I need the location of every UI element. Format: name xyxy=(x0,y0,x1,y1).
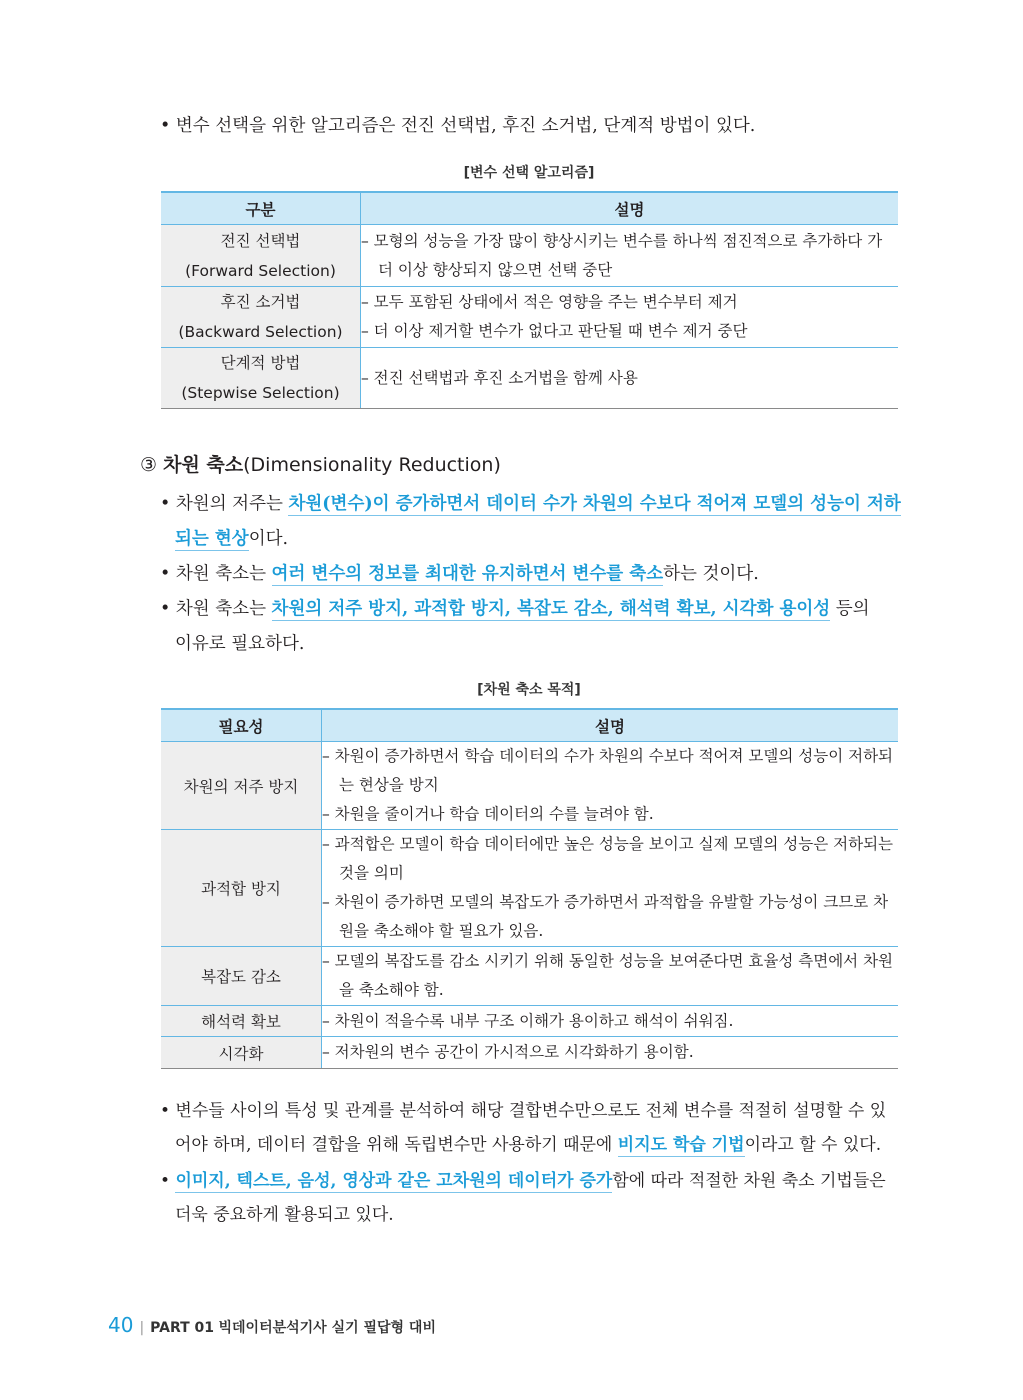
table2-caption: [차원 축소 목적] xyxy=(477,682,581,698)
closing-bullet-2: • 이미지, 텍스트, 음성, 영상과 같은 고차원의 데이터가 증가함에 따라 적절한 차원 축소 기법들은 xyxy=(160,1171,886,1191)
table-row xyxy=(161,830,898,947)
closing-bullet-1-continued: 어야 하며, 데이터 결합을 위해 독립변수만 사용하기 때문에 비지도 학습 기법이라고 할 수 있다. xyxy=(175,1135,882,1155)
row-label: 차원의 저주 방지 xyxy=(161,742,322,830)
table2-header-necessity: 필요성 xyxy=(161,709,322,742)
part-label: PART 01 xyxy=(150,1320,215,1336)
page-footer: 40 | PART 01 빅데이터분석기사 실기 필답형 대비 xyxy=(108,1313,436,1337)
row-description: – 모두 포함된 상태에서 적은 영향을 주는 변수부터 제거 – 더 이상 제거할 변수가 없다고 판단될 때 변수 제거 중단 xyxy=(361,287,899,348)
bullet-dimension-reduction-reasons: • 차원 축소는 차원의 저주 방지, 과적합 방지, 복잡도 감소, 해석력 확보, 시각화 용이성 등의 xyxy=(160,599,870,619)
row-label: 후진 소거법 (Backward Selection) xyxy=(161,287,361,348)
table-row xyxy=(161,348,898,409)
row-description: – 모형의 성능을 가장 많이 향상시키는 변수를 하나씩 점진적으로 추가하다 가 더 이상 향상되지 않으면 선택 중단 xyxy=(361,225,899,287)
table2-header-description: 설명 xyxy=(322,709,899,742)
row-label: 전진 선택법 (Forward Selection) xyxy=(161,225,361,287)
closing-bullet-2-continued: 더욱 중요하게 활용되고 있다. xyxy=(175,1205,394,1225)
bullet-curse-of-dimensionality: • 차원의 저주는 차원(변수)이 증가하면서 데이터 수가 차원의 수보다 적어져 모델의 성능이 저하 xyxy=(160,494,901,514)
row-description: – 과적합은 모델이 학습 데이터에만 높은 성능을 보이고 실제 모델의 성능은 저하되는 것을 의미 – 차원이 증가하면 모델의 복잡도가 증가하면서 과적합을 유발할 가능성이 크므로 차원을 축소해야 할 필요가 있음. xyxy=(322,830,899,947)
table1-caption: [변수 선택 알고리즘] xyxy=(463,165,595,181)
closing-bullet-1: • 변수들 사이의 특성 및 관계를 분석하여 해당 결합변수만으로도 전체 변수를 적절히 설명할 수 있 xyxy=(160,1101,887,1121)
row-label: 과적합 방지 xyxy=(161,830,322,947)
table-row xyxy=(161,742,898,830)
table-row xyxy=(161,287,898,348)
row-description: – 모델의 복잡도를 감소 시키기 위해 동일한 성능을 보여준다면 효율성 측면에서 차원을 축소해야 함. xyxy=(322,947,899,1006)
row-description: – 저차원의 변수 공간이 가시적으로 시각화하기 용이함. xyxy=(322,1037,899,1069)
row-description: – 차원이 적을수록 내부 구조 이해가 용이하고 해석이 쉬워짐. xyxy=(322,1006,899,1037)
bullet-dimension-reduction-definition: • 차원 축소는 여러 변수의 정보를 최대한 유지하면서 변수를 축소하는 것이다. xyxy=(160,564,759,584)
table-row xyxy=(161,1037,898,1069)
row-description: – 전진 선택법과 후진 소거법을 함께 사용 xyxy=(361,348,899,409)
row-label: 복잡도 감소 xyxy=(161,947,322,1006)
book-title: 빅데이터분석기사 실기 필답형 대비 xyxy=(218,1320,436,1336)
section-heading: ③ 차원 축소(Dimensionality Reduction) xyxy=(140,454,501,476)
row-description: – 차원이 증가하면서 학습 데이터의 수가 차원의 수보다 적어져 모델의 성능이 저하되는 현상을 방지 – 차원을 줄이거나 학습 데이터의 수를 늘려야 함. xyxy=(322,742,899,830)
table-row xyxy=(161,1006,898,1037)
table1-header-category: 구분 xyxy=(161,192,361,225)
row-label: 해석력 확보 xyxy=(161,1006,322,1037)
page-number: 40 xyxy=(108,1313,134,1337)
variable-selection-table xyxy=(161,191,898,409)
intro-bullet: • 변수 선택을 위한 알고리즘은 전진 선택법, 후진 소거법, 단계적 방법이 있다. xyxy=(160,116,756,136)
row-label: 단계적 방법 (Stepwise Selection) xyxy=(161,348,361,409)
bullet-reasons-continued: 이유로 필요하다. xyxy=(175,634,305,654)
row-label: 시각화 xyxy=(161,1037,322,1069)
dimension-reduction-purpose-table xyxy=(161,708,898,1069)
table-row xyxy=(161,225,898,287)
table1-header-description: 설명 xyxy=(361,192,899,225)
table-row xyxy=(161,947,898,1006)
bullet-curse-continued: 되는 현상이다. xyxy=(175,529,289,549)
